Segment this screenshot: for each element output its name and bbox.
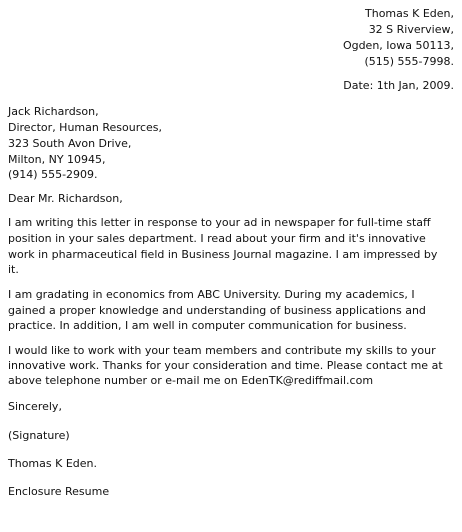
- paragraph-2-line: I am gradating in economics from ABC University. During my academics, I: [8, 288, 415, 301]
- recipient-street: 323 South Avon Drive,: [8, 137, 132, 150]
- paragraph-1-line: position in your sales department. I read about your firm and it's innovative: [8, 232, 426, 245]
- paragraph-1-line: it.: [8, 263, 19, 276]
- recipient-name: Jack Richardson,: [8, 105, 99, 118]
- salutation: Dear Mr. Richardson,: [8, 192, 123, 205]
- paragraph-3-line: innovative work. Thanks for your consideration and time. Please contact me at: [8, 359, 443, 372]
- closing: Sincerely,: [8, 400, 62, 413]
- sender-street: 32 S Riverview,: [368, 23, 454, 36]
- paragraph-2-line: practice. In addition, I am well in computer communication for business.: [8, 319, 407, 332]
- signature-placeholder: (Signature): [8, 429, 70, 442]
- paragraph-3-line: I would like to work with your team members and contribute my skills to your: [8, 344, 436, 357]
- recipient-city: Milton, NY 10945,: [8, 153, 106, 166]
- paragraph-2-line: gained a proper knowledge and understanding of business applications and: [8, 304, 426, 317]
- recipient-title: Director, Human Resources,: [8, 121, 163, 134]
- sender-phone: (515) 555-7998.: [364, 55, 454, 68]
- sender-city: Ogden, Iowa 50113,: [342, 39, 454, 52]
- letter-date: Date: 1th Jan, 2009.: [343, 79, 454, 92]
- enclosure-note: Enclosure Resume: [8, 485, 110, 498]
- paragraph-1-line: I am writing this letter in response to your ad in newspaper for full-time staff: [8, 216, 431, 229]
- recipient-phone: (914) 555-2909.: [8, 168, 98, 181]
- paragraph-3-line: above telephone number or e-mail me on EdenTK@rediffmail.com: [8, 374, 374, 387]
- paragraph-1-line: work in pharmaceutical field in Business Journal magazine. I am impressed by: [8, 248, 438, 261]
- sender-name: Thomas K Eden,: [365, 7, 454, 20]
- signer-name: Thomas K Eden.: [8, 457, 97, 470]
